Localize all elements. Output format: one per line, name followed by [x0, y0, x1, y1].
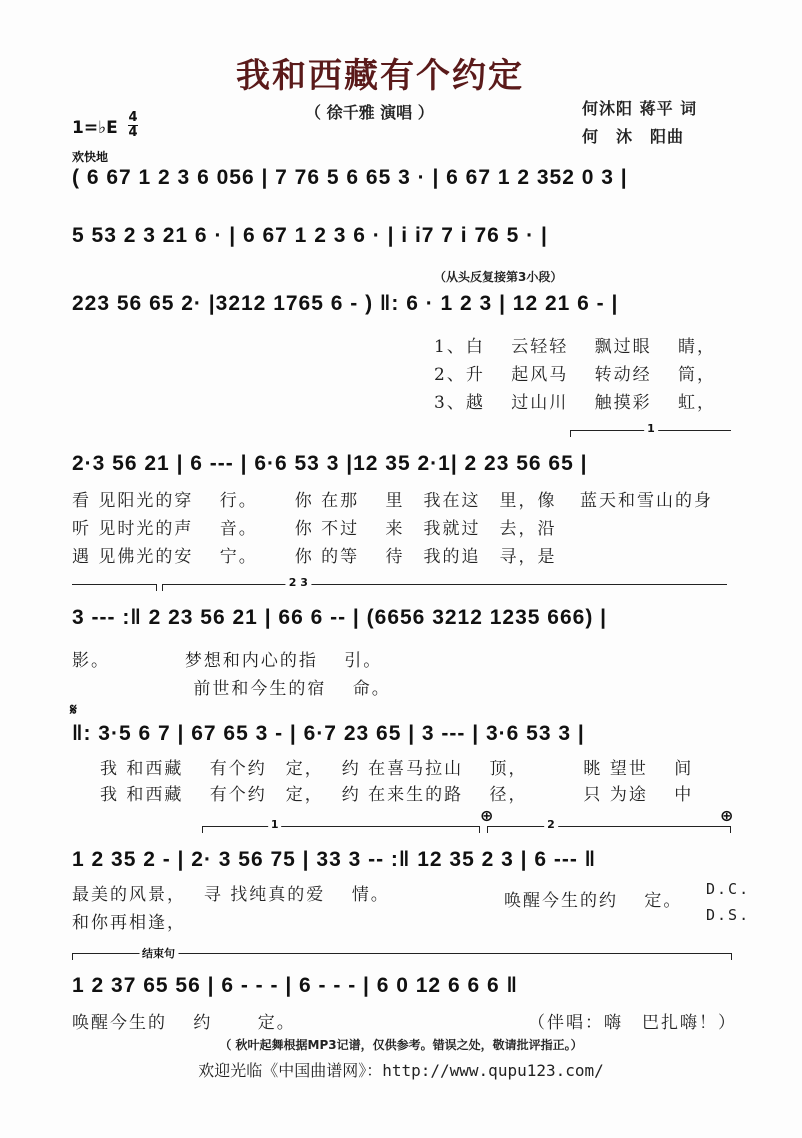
lyrics-line-5-verse-1: 影。 梦想和内心的指 引。 — [72, 651, 383, 671]
tempo-marking: 欢快地 — [72, 150, 109, 164]
time-signature-top: 4 — [128, 110, 138, 125]
segno-icon: 𝄋 — [70, 700, 77, 719]
score-line-7: 1 2 35 2 - | 2· 3 56 75 | 33 3 -- :‖ 12 35 2 3 | 6 --- ‖ — [72, 848, 597, 871]
lyrics-line-7-right: 唤醒今生的约 定。 — [504, 891, 683, 911]
lyrics-line-3-verse-1: 1、白 云轻轻 飘过眼 睛， — [434, 337, 717, 357]
dal-segno-marking: D.S. — [706, 906, 751, 924]
score-line-2: 5 53 2 3 21 6 · | 6 67 1 2 3 6 · | i i7 7 i 76 5 · | — [72, 224, 548, 247]
score-line-3: 223 56 65 2· |3212 1765 6 - ) ‖: 6 · 1 2 3 | 12 21 6 - | — [72, 292, 619, 315]
da-capo-marking: D.C. — [706, 880, 751, 898]
lyrics-line-7-verse-2: 和你再相逢， — [72, 913, 186, 933]
lyrics-line-6-verse-2: 我 和西藏 有个约 定， 约 在来生的路 径， 只 为途 中 — [100, 785, 694, 805]
repeat-instruction: （从头反复接第3小段） — [434, 270, 563, 284]
time-signature — [128, 112, 138, 139]
lyrics-line-8: 唤醒今生的 约 定。 — [72, 1013, 296, 1033]
lyrics-line-4-tail: 蓝天和雪山的身 — [580, 491, 713, 511]
score-line-5: 3 --- :‖ 2 23 56 21 | 66 6 -- | (6656 3212 1235 666) | — [72, 606, 608, 629]
lyricist-credit: 何沐阳 蒋平 词 — [582, 99, 698, 118]
lyrics-line-6-verse-1: 我 和西藏 有个约 定， 约 在喜马拉山 顶， 眺 望世 间 — [100, 759, 694, 779]
singer-credit: （ 徐千雅 演唱 ） — [305, 103, 434, 122]
transcription-note: （ 秋叶起舞根据MP3记谱，仅供参考。错误之处，敬请批评指正。） — [219, 1038, 583, 1052]
composer-credit: 何 沐 阳曲 — [582, 127, 685, 146]
backing-vocals-lyrics: （伴唱：嗨 巴扎嗨！） — [528, 1013, 737, 1033]
ending-bracket: 结束句 — [72, 953, 732, 960]
key-signature: 1=♭E — [72, 118, 118, 138]
volta-bracket-1-end — [72, 584, 157, 591]
volta-bracket-2-second: 2 — [487, 826, 731, 833]
lyrics-line-3-verse-3: 3、越 过山川 触摸彩 虹， — [434, 393, 717, 413]
time-signature-bottom: 4 — [128, 125, 138, 140]
score-line-8: 1 2 37 65 56 | 6 - - - | 6 - - - | 6 0 12 6 6 6 ‖ — [72, 974, 518, 997]
lyrics-line-3-verse-2: 2、升 起风马 转动经 筒， — [434, 365, 717, 385]
lyrics-line-4-verse-1: 看 见阳光的穿 行。 你 在那 里 我在这 里，像 — [72, 491, 557, 511]
score-line-1: ( 6 67 1 2 3 6 056 | 7 76 5 6 65 3 · | 6 67 1 2 352 0 3 | — [72, 166, 628, 189]
song-title: 我和西藏有个约定 — [236, 56, 524, 96]
website-credit: 欢迎光临《中国曲谱网》：http://www.qupu123.com/ — [198, 1061, 604, 1080]
coda-icon: ⊕ — [480, 806, 494, 825]
volta-bracket-1: 1 — [570, 430, 731, 437]
score-line-4: 2·3 56 21 | 6 --- | 6·6 53 3 |12 35 2·1| 2 23 56 65 | — [72, 452, 588, 475]
coda-icon-end: ⊕ — [720, 806, 734, 825]
lyrics-line-5-verse-2: 前世和今生的宿 命。 — [72, 679, 391, 699]
lyrics-line-4-verse-3: 遇 见佛光的安 宁。 你 的等 待 我的追 寻，是 — [72, 547, 557, 567]
volta-bracket-1-second: 1 — [202, 826, 480, 833]
score-line-6: ‖: 3·5 6 7 | 67 65 3 - | 6·7 23 65 | 3 --- | 3·6 53 3 | — [72, 722, 585, 745]
volta-bracket-2-3: 2 3 — [162, 584, 727, 591]
lyrics-line-4-verse-2: 听 见时光的声 音。 你 不过 来 我就过 去，沿 — [72, 519, 557, 539]
lyrics-line-7-verse-1: 最美的风景， 寻 找纯真的爱 情。 — [72, 885, 390, 905]
